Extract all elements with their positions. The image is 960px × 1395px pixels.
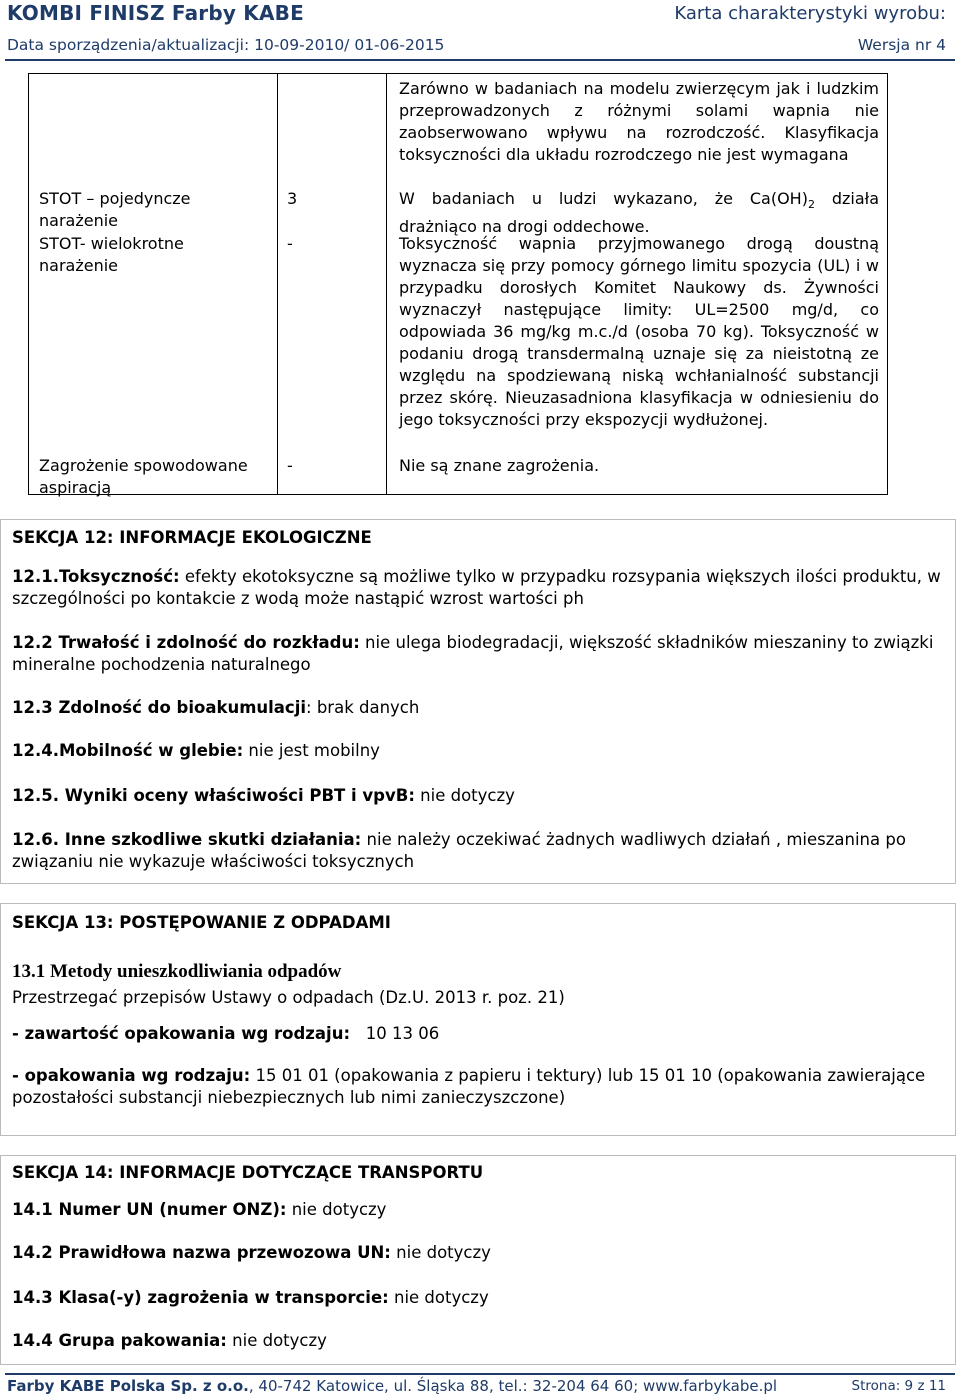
product-title: KOMBI FINISZ Farby KABE [7,1,304,25]
s13-content-waste-code: - zawartość opakowania wg rodzaju: 10 13 06 [12,1024,440,1043]
table-row-stot-single-category: 3 [287,189,298,208]
section-14-title: SEKCJA 14: INFORMACJE DOTYCZĄCE TRANSPORTU [12,1163,484,1182]
table-row-reproduction-text: Zarówno w badaniach na modelu zwierzęcym jak i ludzkim przeprowadzonych z różnymi solami wapnia nie zaobserwowano wpływu na rozrodczość. Klasyfikacja toksyczności dla układu rozrodczego nie jest wymagana [399,79,879,164]
section-13-title: SEKCJA 13: POSTĘPOWANIE Z ODPADAMI [12,913,391,932]
header-divider [5,59,955,61]
s13-packaging-waste-code: - opakowania wg rodzaju: 15 01 01 (opakowania z papieru i tektury) lub 15 01 10 (opakowania zawierające pozostałości substancji niebezpiecznych lub nimi zanieczyszczone) [12,1066,926,1107]
toxicity-table [28,73,888,495]
table-row-stot-repeated-category: - [287,234,293,253]
version-number: Wersja nr 4 [857,36,946,54]
table-row-aspiration-label: Zagrożenie spowodowane aspiracją [39,456,248,497]
s14-3-paragraph: 14.3 Klasa(-y) zagrożenia w transporcie: nie dotyczy [12,1288,489,1307]
table-row-stot-repeated-label: STOT- wielokrotne narażenie [39,234,184,275]
s13-1-subtitle: 13.1 Metody unieszkodliwiania odpadów [12,961,342,982]
page-number: Strona: 9 z 11 [851,1378,946,1394]
section-12-title: SEKCJA 12: INFORMACJE EKOLOGICZNE [12,528,372,547]
table-row-aspiration-category: - [287,456,293,475]
s14-2-paragraph: 14.2 Prawidłowa nazwa przewozowa UN: nie dotyczy [12,1243,491,1262]
s12-6-paragraph: 12.6. Inne szkodliwe skutki działania: nie należy oczekiwać żadnych wadliwych działań , mieszanina po związaniu nie wykazuje właściwości toksycznych [12,830,906,871]
s13-regulation: Przestrzegać przepisów Ustawy o odpadach (Dz.U. 2013 r. poz. 21) [12,988,565,1007]
table-divider [277,74,278,494]
revision-dates: Data sporządzenia/aktualizacji: 10-09-2010/ 01-06-2015 [7,36,445,54]
table-row-stot-single-text: W badaniach u ludzi wykazano, że $Ca(OH)_2$ działa drażniąco na drogi oddechowe. [399,189,880,237]
table-row-stot-single-label: STOT – pojedyncze narażenie [39,189,191,230]
s12-3-paragraph: 12.3 Zdolność do bioakumulacji: brak danych [12,698,420,717]
s12-5-paragraph: 12.5. Wyniki oceny właściwości PBT i vpvB: nie dotyczy [12,786,515,805]
company-info: Farby KABE Polska Sp. z o.o., 40-742 Katowice, ul. Śląska 88, tel.: 32-204 64 60; www.farbykabe.pl [7,1377,778,1395]
table-divider [386,74,387,494]
s12-2-paragraph: 12.2 Trwałość i zdolność do rozkładu: nie ulega biodegradacji, większość składników mieszaniny to związki mineralne pochodzenia naturalnego [12,633,934,674]
s14-1-paragraph: 14.1 Numer UN (numer ONZ): nie dotyczy [12,1200,387,1219]
doc-type: Karta charakterystyki wyrobu: [674,3,946,24]
s12-1-paragraph: 12.1.Toksyczność: efekty ekotoksyczne są możliwe tylko w przypadku rozsypania większych ilości produktu, w szczególności po kontakcie z wodą może nastąpić wzrost wartości ph [12,567,941,608]
table-row-aspiration-text: Nie są znane zagrożenia. [399,456,600,475]
s12-4-paragraph: 12.4.Mobilność w glebie: nie jest mobilny [12,741,380,760]
footer-divider [5,1373,955,1375]
s14-4-paragraph: 14.4 Grupa pakowania: nie dotyczy [12,1331,327,1350]
table-row-stot-repeated-text: Toksyczność wapnia przyjmowanego drogą doustną wyznacza się przy pomocy górnego limitu spozycia (UL) i w przypadku dorosłych Komitet Naukowy ds. Żywności wyznaczył następujące limity: UL=2500 mg/d, co odpowiada 36 mg/kg m.c./d (osoba 70 kg). Toksyczność w podaniu drogą transdermalną uznaje się za nieistotną ze względu na spodziewaną niską wchłanialność substancji przez skórę. Nieuzasadniona klasyfikacja w odniesieniu do jego toksyczności przy ekspozycji wydłużonej. [399,234,879,429]
